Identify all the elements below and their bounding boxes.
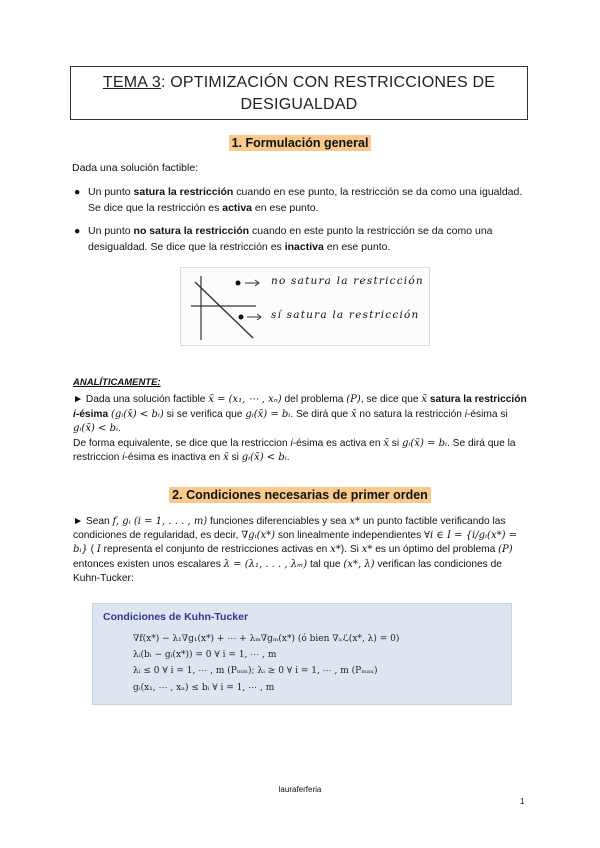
- title-text-line2: DESIGUALDAD: [240, 96, 358, 113]
- kt-condition-2: λᵢ(bᵢ − gᵢ(x*)) = 0 ∀ i = 1, ⋯ , m: [133, 650, 277, 660]
- kuhn-tucker-heading: Condiciones de Kuhn-Tucker: [103, 611, 249, 623]
- point-no-satura: [236, 281, 241, 286]
- title-text: : OPTIMIZACIÓN CON RESTRICCIONES DE: [160, 74, 496, 91]
- section-heading-2: 2. Condiciones necesarias de primer orden: [0, 486, 600, 504]
- bullet-dot: ●: [74, 225, 81, 237]
- constraint-line: [195, 282, 253, 338]
- section-heading-1: 1. Formulación general: [0, 134, 600, 152]
- kt-condition-1: ∇f(x*) − λ₁∇g₁(x*) + ⋯ + λₘ∇gₘ(x*) (ó bien ∇ₓℒ(x*, λ) = 0): [133, 634, 400, 644]
- point-satura: [239, 315, 244, 320]
- bullet-satura: ● Un punto satura la restricción cuando en ese punto, la restricción se da como una igualdad. Se dice que la restricción es activa en ese punto.: [74, 186, 523, 214]
- kt-condition-3: λᵢ ≤ 0 ∀ i = 1, ⋯ , m (Pₘᵢₙ); λᵢ ≥ 0 ∀ i = 1, ⋯ , m (Pₘₐₓ): [133, 666, 378, 676]
- analytic-heading: ANALÍTICAMENTE:: [73, 377, 161, 388]
- bullet-no-satura: ● Un punto no satura la restricción cuando en este punto la restricción se da como una desigualdad. Se dice que la restricción es inactiva en ese punto.: [74, 225, 493, 253]
- page-number: 1: [520, 797, 525, 806]
- constraint-sketch: [180, 267, 430, 346]
- title-box: [70, 66, 528, 120]
- footer-author: lauraferferia: [278, 785, 322, 794]
- bullet-dot: ●: [74, 186, 81, 198]
- kuhn-tucker-box: [92, 603, 512, 705]
- conditions-paragraph: ► Sean f, gᵢ (i = 1, . . . , m) funciones diferenciables y sea x* un punto factible verificando las condiciones de regularidad, es decir, ∇gᵢ(x*) son linealmente independientes ∀i ∈ I = {i/gᵢ(x*) = bᵢ} ( I representa el conjunto de restricciones activas en x*). Si x* es un óptimo del problema (P) entonces existen unos escalares λ = (λ₁, . . . , λₘ) tal que (x*, λ) verifican las condiciones de Kuhn-Tucker:: [73, 516, 518, 584]
- topic-number: TEMA 3: [102, 74, 161, 91]
- intro-text: Dada una solución factible:: [72, 162, 199, 174]
- label-satura: sí satura la restricción: [271, 309, 420, 321]
- kt-condition-4: gᵢ(x₁, ⋯ , xₙ) ≤ bᵢ ∀ i = 1, ⋯ , m: [133, 683, 275, 693]
- analytic-paragraph-1: ► Dada una solución factible x̄ = (x₁, ⋯ , xₙ) del problema (P), se dice que x̄ satura la restricción i-ésima (gᵢ(x̄) < bᵢ) si se verifica que gᵢ(x̄) = bᵢ. Se dirá que x̄ no satura la restricción i-ésima si gᵢ(x̄) < bᵢ. De forma equivalente, se dice que la restriccion i-ésima es activa en x̄ si gᵢ(x̄) = bᵢ. Se dirá que la restriccion i-ésima es inactiva en x̄ si gᵢ(x̄) < bᵢ.: [73, 394, 527, 463]
- label-no-satura: no satura la restricción: [271, 275, 424, 287]
